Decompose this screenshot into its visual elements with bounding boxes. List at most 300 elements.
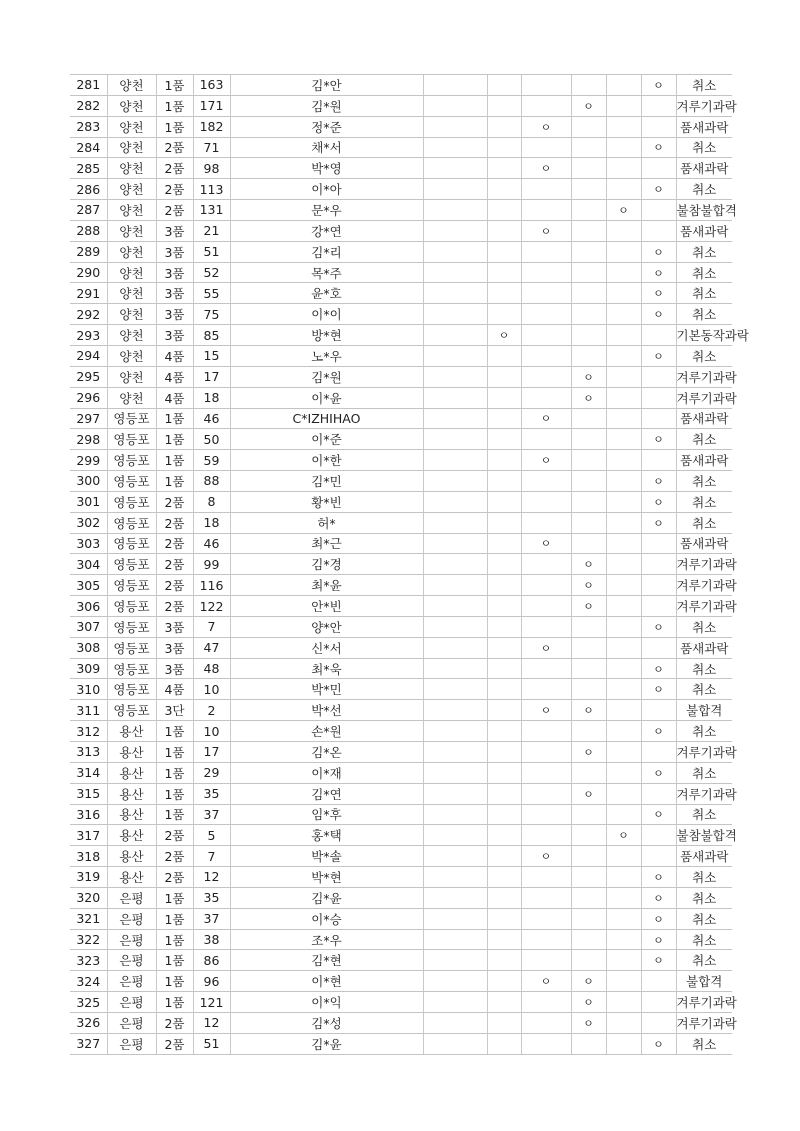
basic-motion-fail-mark: [487, 679, 521, 700]
absent-fail-mark: [606, 387, 641, 408]
sparring-fail-mark: [571, 1033, 606, 1054]
blank-cell: [423, 554, 487, 575]
table-row: [70, 929, 732, 950]
sparring-fail-mark: [571, 262, 606, 283]
table-row: [70, 179, 732, 200]
table-row: [70, 200, 732, 221]
grade-cell: 2품: [156, 491, 193, 512]
row-number-cell: 296: [70, 387, 107, 408]
basic-motion-fail-mark: [487, 533, 521, 554]
grade-cell: 2품: [156, 825, 193, 846]
blank-cell: [423, 804, 487, 825]
cancel-mark: [641, 116, 676, 137]
sparring-fail-mark: [571, 116, 606, 137]
exam-number-cell: 17: [193, 366, 230, 387]
absent-fail-mark: [606, 929, 641, 950]
absent-fail-mark: [606, 471, 641, 492]
absent-fail-mark: [606, 971, 641, 992]
row-number-cell: 313: [70, 742, 107, 763]
exam-number-cell: 5: [193, 825, 230, 846]
absent-fail-mark: [606, 575, 641, 596]
cancel-mark: [641, 700, 676, 721]
result-cell: 취소: [676, 304, 732, 325]
exam-number-cell: 171: [193, 95, 230, 116]
grade-cell: 1품: [156, 742, 193, 763]
row-number-cell: 289: [70, 241, 107, 262]
basic-motion-fail-mark: [487, 1012, 521, 1033]
basic-motion-fail-mark: [487, 596, 521, 617]
grade-cell: 2품: [156, 575, 193, 596]
name-cell: 방*현: [230, 325, 423, 346]
cancel-mark: ㅇ: [641, 429, 676, 450]
region-cell: 영등포: [107, 596, 156, 617]
absent-fail-mark: [606, 450, 641, 471]
name-cell: 김*온: [230, 742, 423, 763]
row-number-cell: 315: [70, 783, 107, 804]
name-cell: 최*윤: [230, 575, 423, 596]
sparring-fail-mark: [571, 867, 606, 888]
name-cell: 손*원: [230, 721, 423, 742]
name-cell: 이*한: [230, 450, 423, 471]
name-cell: 박*현: [230, 867, 423, 888]
name-cell: 김*경: [230, 554, 423, 575]
basic-motion-fail-mark: [487, 179, 521, 200]
cancel-mark: ㅇ: [641, 304, 676, 325]
absent-fail-mark: [606, 867, 641, 888]
region-cell: 영등포: [107, 450, 156, 471]
region-cell: 영등포: [107, 491, 156, 512]
region-cell: 양천: [107, 95, 156, 116]
region-cell: 영등포: [107, 554, 156, 575]
table-row: [70, 637, 732, 658]
poomsae-fail-mark: [521, 179, 571, 200]
basic-motion-fail-mark: [487, 867, 521, 888]
cancel-mark: ㅇ: [641, 1033, 676, 1054]
row-number-cell: 305: [70, 575, 107, 596]
result-cell: 겨루기과락: [676, 742, 732, 763]
absent-fail-mark: [606, 804, 641, 825]
row-number-cell: 312: [70, 721, 107, 742]
blank-cell: [423, 867, 487, 888]
grade-cell: 1품: [156, 783, 193, 804]
name-cell: 박*민: [230, 679, 423, 700]
poomsae-fail-mark: [521, 200, 571, 221]
grade-cell: 1품: [156, 971, 193, 992]
region-cell: 은평: [107, 929, 156, 950]
region-cell: 양천: [107, 179, 156, 200]
blank-cell: [423, 616, 487, 637]
exam-number-cell: 46: [193, 533, 230, 554]
table-row: [70, 325, 732, 346]
result-cell: 취소: [676, 887, 732, 908]
grade-cell: 1품: [156, 429, 193, 450]
region-cell: 양천: [107, 200, 156, 221]
cancel-mark: [641, 325, 676, 346]
exam-number-cell: 51: [193, 241, 230, 262]
sparring-fail-mark: ㅇ: [571, 596, 606, 617]
table-row: [70, 867, 732, 888]
grade-cell: 1품: [156, 721, 193, 742]
poomsae-fail-mark: [521, 95, 571, 116]
table-row: [70, 742, 732, 763]
exam-number-cell: 75: [193, 304, 230, 325]
name-cell: 윤*호: [230, 283, 423, 304]
cancel-mark: [641, 825, 676, 846]
poomsae-fail-mark: [521, 575, 571, 596]
result-cell: 품새과락: [676, 846, 732, 867]
result-cell: 취소: [676, 908, 732, 929]
blank-cell: [423, 366, 487, 387]
exam-number-cell: 7: [193, 846, 230, 867]
poomsae-fail-mark: ㅇ: [521, 971, 571, 992]
sparring-fail-mark: [571, 804, 606, 825]
absent-fail-mark: [606, 95, 641, 116]
row-number-cell: 288: [70, 220, 107, 241]
region-cell: 은평: [107, 908, 156, 929]
blank-cell: [423, 575, 487, 596]
grade-cell: 1품: [156, 992, 193, 1013]
basic-motion-fail-mark: [487, 491, 521, 512]
cancel-mark: [641, 158, 676, 179]
name-cell: 김*윤: [230, 887, 423, 908]
sparring-fail-mark: [571, 721, 606, 742]
blank-cell: [423, 325, 487, 346]
table-row: [70, 262, 732, 283]
basic-motion-fail-mark: [487, 846, 521, 867]
region-cell: 영등포: [107, 429, 156, 450]
blank-cell: [423, 450, 487, 471]
exam-number-cell: 12: [193, 867, 230, 888]
sparring-fail-mark: [571, 762, 606, 783]
cancel-mark: ㅇ: [641, 75, 676, 96]
result-cell: 겨루기과락: [676, 1012, 732, 1033]
region-cell: 용산: [107, 867, 156, 888]
basic-motion-fail-mark: [487, 700, 521, 721]
region-cell: 양천: [107, 158, 156, 179]
exam-number-cell: 2: [193, 700, 230, 721]
name-cell: 임*후: [230, 804, 423, 825]
region-cell: 은평: [107, 1012, 156, 1033]
sparring-fail-mark: [571, 471, 606, 492]
region-cell: 양천: [107, 116, 156, 137]
cancel-mark: [641, 387, 676, 408]
blank-cell: [423, 304, 487, 325]
name-cell: 이*현: [230, 971, 423, 992]
blank-cell: [423, 1012, 487, 1033]
absent-fail-mark: [606, 637, 641, 658]
region-cell: 은평: [107, 887, 156, 908]
row-number-cell: 297: [70, 408, 107, 429]
poomsae-fail-mark: [521, 992, 571, 1013]
sparring-fail-mark: [571, 512, 606, 533]
poomsae-fail-mark: ㅇ: [521, 158, 571, 179]
poomsae-fail-mark: [521, 429, 571, 450]
cancel-mark: [641, 846, 676, 867]
row-number-cell: 282: [70, 95, 107, 116]
poomsae-fail-mark: [521, 75, 571, 96]
result-cell: 취소: [676, 658, 732, 679]
grade-cell: 1품: [156, 408, 193, 429]
name-cell: 조*우: [230, 929, 423, 950]
exam-number-cell: 37: [193, 804, 230, 825]
table-row: [70, 241, 732, 262]
basic-motion-fail-mark: [487, 345, 521, 366]
cancel-mark: ㅇ: [641, 908, 676, 929]
table-row: [70, 429, 732, 450]
grade-cell: 2품: [156, 846, 193, 867]
basic-motion-fail-mark: [487, 387, 521, 408]
result-cell: 겨루기과락: [676, 575, 732, 596]
grade-cell: 1품: [156, 950, 193, 971]
row-number-cell: 325: [70, 992, 107, 1013]
exam-number-cell: 50: [193, 429, 230, 450]
grade-cell: 1품: [156, 75, 193, 96]
poomsae-fail-mark: ㅇ: [521, 846, 571, 867]
table-row: [70, 158, 732, 179]
basic-motion-fail-mark: [487, 137, 521, 158]
poomsae-fail-mark: [521, 721, 571, 742]
blank-cell: [423, 908, 487, 929]
row-number-cell: 283: [70, 116, 107, 137]
poomsae-fail-mark: [521, 658, 571, 679]
cancel-mark: [641, 971, 676, 992]
poomsae-fail-mark: [521, 262, 571, 283]
poomsae-fail-mark: [521, 512, 571, 533]
table-row: [70, 971, 732, 992]
results-table-body: [70, 75, 749, 1055]
absent-fail-mark: [606, 158, 641, 179]
name-cell: 정*준: [230, 116, 423, 137]
name-cell: 이*이: [230, 304, 423, 325]
row-number-cell: 310: [70, 679, 107, 700]
name-cell: 김*안: [230, 75, 423, 96]
row-number-cell: 303: [70, 533, 107, 554]
blank-cell: [423, 783, 487, 804]
sparring-fail-mark: [571, 75, 606, 96]
name-cell: 최*욱: [230, 658, 423, 679]
result-cell: 불합격: [676, 700, 732, 721]
basic-motion-fail-mark: [487, 929, 521, 950]
row-number-cell: 304: [70, 554, 107, 575]
region-cell: 양천: [107, 366, 156, 387]
poomsae-fail-mark: [521, 762, 571, 783]
table-row: [70, 408, 732, 429]
basic-motion-fail-mark: [487, 408, 521, 429]
result-cell: 겨루기과락: [676, 596, 732, 617]
grade-cell: 3단: [156, 700, 193, 721]
result-cell: 품새과락: [676, 220, 732, 241]
region-cell: 영등포: [107, 512, 156, 533]
basic-motion-fail-mark: [487, 783, 521, 804]
table-row: [70, 491, 732, 512]
poomsae-fail-mark: [521, 366, 571, 387]
blank-cell: [423, 700, 487, 721]
results-table: [70, 74, 749, 1055]
result-cell: 불참불합격: [676, 825, 732, 846]
basic-motion-fail-mark: [487, 283, 521, 304]
region-cell: 은평: [107, 1033, 156, 1054]
blank-cell: [423, 408, 487, 429]
result-cell: 품새과락: [676, 158, 732, 179]
row-number-cell: 287: [70, 200, 107, 221]
cancel-mark: ㅇ: [641, 616, 676, 637]
blank-cell: [423, 95, 487, 116]
name-cell: 김*원: [230, 95, 423, 116]
sparring-fail-mark: [571, 533, 606, 554]
row-number-cell: 318: [70, 846, 107, 867]
poomsae-fail-mark: [521, 491, 571, 512]
grade-cell: 2품: [156, 596, 193, 617]
name-cell: 최*근: [230, 533, 423, 554]
blank-cell: [423, 762, 487, 783]
table-row: [70, 804, 732, 825]
absent-fail-mark: [606, 658, 641, 679]
sparring-fail-mark: [571, 616, 606, 637]
exam-number-cell: 88: [193, 471, 230, 492]
result-cell: 취소: [676, 429, 732, 450]
grade-cell: 3품: [156, 325, 193, 346]
blank-cell: [423, 283, 487, 304]
name-cell: 양*안: [230, 616, 423, 637]
cancel-mark: ㅇ: [641, 804, 676, 825]
table-row: [70, 116, 732, 137]
name-cell: 이*승: [230, 908, 423, 929]
sparring-fail-mark: [571, 325, 606, 346]
exam-number-cell: 35: [193, 887, 230, 908]
grade-cell: 2품: [156, 200, 193, 221]
exam-number-cell: 85: [193, 325, 230, 346]
result-cell: 겨루기과락: [676, 95, 732, 116]
poomsae-fail-mark: ㅇ: [521, 408, 571, 429]
result-cell: 취소: [676, 950, 732, 971]
table-row: [70, 387, 732, 408]
absent-fail-mark: [606, 283, 641, 304]
grade-cell: 3품: [156, 304, 193, 325]
row-number-cell: 286: [70, 179, 107, 200]
sparring-fail-mark: [571, 637, 606, 658]
absent-fail-mark: [606, 1033, 641, 1054]
basic-motion-fail-mark: [487, 908, 521, 929]
table-row: [70, 1012, 732, 1033]
cancel-mark: [641, 742, 676, 763]
poomsae-fail-mark: ㅇ: [521, 116, 571, 137]
grade-cell: 1품: [156, 95, 193, 116]
cancel-mark: [641, 408, 676, 429]
grade-cell: 4품: [156, 366, 193, 387]
sparring-fail-mark: [571, 220, 606, 241]
poomsae-fail-mark: [521, 304, 571, 325]
region-cell: 영등포: [107, 700, 156, 721]
basic-motion-fail-mark: [487, 95, 521, 116]
sparring-fail-mark: ㅇ: [571, 783, 606, 804]
blank-cell: [423, 971, 487, 992]
cancel-mark: ㅇ: [641, 262, 676, 283]
blank-cell: [423, 137, 487, 158]
result-cell: 품새과락: [676, 116, 732, 137]
name-cell: 안*빈: [230, 596, 423, 617]
region-cell: 영등포: [107, 637, 156, 658]
region-cell: 영등포: [107, 616, 156, 637]
table-row: [70, 471, 732, 492]
cancel-mark: [641, 575, 676, 596]
exam-number-cell: 12: [193, 1012, 230, 1033]
row-number-cell: 293: [70, 325, 107, 346]
result-cell: 취소: [676, 262, 732, 283]
cancel-mark: [641, 783, 676, 804]
result-cell: 취소: [676, 1033, 732, 1054]
poomsae-fail-mark: [521, 596, 571, 617]
grade-cell: 1품: [156, 762, 193, 783]
sparring-fail-mark: [571, 241, 606, 262]
exam-number-cell: 17: [193, 742, 230, 763]
cancel-mark: [641, 992, 676, 1013]
sparring-fail-mark: ㅇ: [571, 742, 606, 763]
result-cell: 품새과락: [676, 450, 732, 471]
poomsae-fail-mark: [521, 471, 571, 492]
exam-number-cell: 18: [193, 387, 230, 408]
exam-number-cell: 47: [193, 637, 230, 658]
table-row: [70, 783, 732, 804]
poomsae-fail-mark: [521, 742, 571, 763]
region-cell: 용산: [107, 825, 156, 846]
basic-motion-fail-mark: [487, 721, 521, 742]
sparring-fail-mark: [571, 679, 606, 700]
name-cell: 박*솔: [230, 846, 423, 867]
result-cell: 취소: [676, 75, 732, 96]
result-cell: 취소: [676, 512, 732, 533]
result-cell: 취소: [676, 867, 732, 888]
result-cell: 취소: [676, 679, 732, 700]
poomsae-fail-mark: [521, 679, 571, 700]
row-number-cell: 314: [70, 762, 107, 783]
basic-motion-fail-mark: [487, 971, 521, 992]
poomsae-fail-mark: [521, 137, 571, 158]
blank-cell: [423, 658, 487, 679]
exam-number-cell: 21: [193, 220, 230, 241]
basic-motion-fail-mark: ㅇ: [487, 325, 521, 346]
cancel-mark: [641, 596, 676, 617]
exam-number-cell: 35: [193, 783, 230, 804]
cancel-mark: ㅇ: [641, 283, 676, 304]
poomsae-fail-mark: [521, 1012, 571, 1033]
basic-motion-fail-mark: [487, 1033, 521, 1054]
sparring-fail-mark: [571, 929, 606, 950]
sparring-fail-mark: [571, 345, 606, 366]
row-number-cell: 285: [70, 158, 107, 179]
region-cell: 양천: [107, 325, 156, 346]
blank-cell: [423, 742, 487, 763]
result-cell: 취소: [676, 491, 732, 512]
exam-number-cell: 37: [193, 908, 230, 929]
exam-number-cell: 18: [193, 512, 230, 533]
sparring-fail-mark: ㅇ: [571, 554, 606, 575]
region-cell: 영등포: [107, 408, 156, 429]
poomsae-fail-mark: [521, 804, 571, 825]
row-number-cell: 311: [70, 700, 107, 721]
grade-cell: 2품: [156, 533, 193, 554]
name-cell: 홍*택: [230, 825, 423, 846]
absent-fail-mark: [606, 491, 641, 512]
row-number-cell: 298: [70, 429, 107, 450]
row-number-cell: 291: [70, 283, 107, 304]
name-cell: 김*현: [230, 950, 423, 971]
row-number-cell: 292: [70, 304, 107, 325]
table-row: [70, 533, 732, 554]
absent-fail-mark: [606, 554, 641, 575]
blank-cell: [423, 158, 487, 179]
exam-number-cell: 131: [193, 200, 230, 221]
absent-fail-mark: [606, 220, 641, 241]
